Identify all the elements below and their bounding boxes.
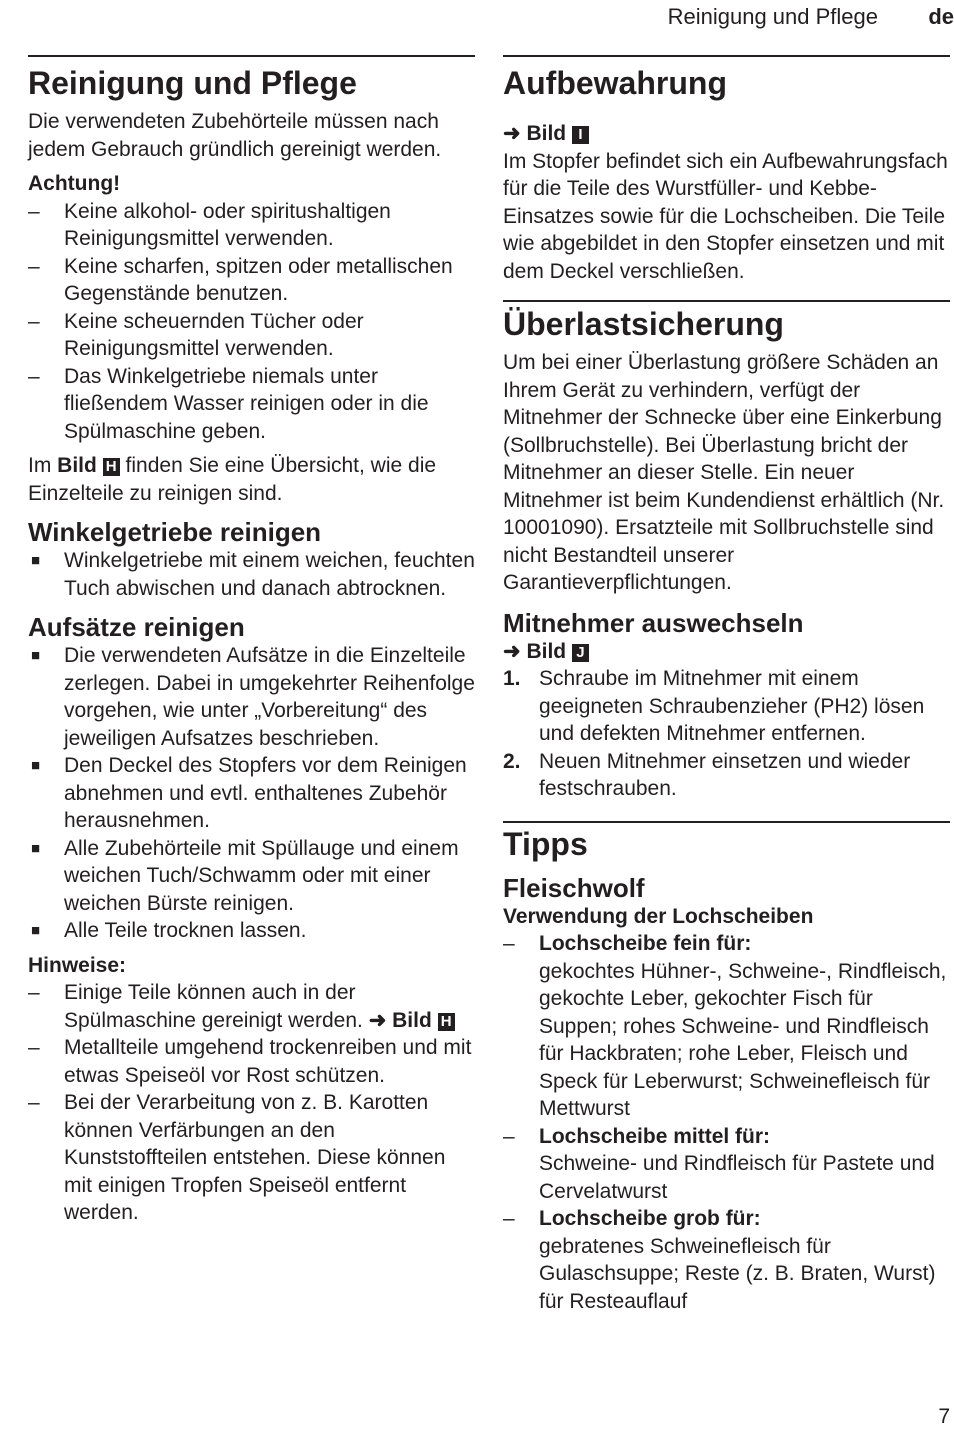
subsection-title-aufsaetze: Aufsätze reinigen	[28, 612, 245, 642]
list-item-text: Alle Teile trocknen lassen.	[64, 919, 307, 942]
page-number: 7	[938, 1405, 950, 1428]
square-bullet-icon: ■	[31, 647, 41, 664]
list-item	[503, 748, 950, 803]
list-item-text: Keine scheuernden Tücher oder Reinigungsmittel verwenden.	[64, 309, 364, 360]
list-item-text: Bei der Verarbeitung von z. B. Karotten können Verfärbungen an den Kunststoffteilen entstehen. Diese können mit einigen Tropfen Speiseöl entfernt werden.	[64, 1091, 446, 1224]
section-rule	[28, 55, 475, 57]
list-item	[28, 547, 475, 602]
list-item	[28, 198, 475, 253]
figure-letter-box: I	[572, 126, 589, 144]
figure-letter-box: H	[438, 1013, 455, 1031]
figure-letter-box: H	[103, 458, 120, 476]
lochscheiben-subhead: Verwendung der Lochscheiben	[503, 904, 814, 928]
notes-list	[28, 979, 475, 1227]
list-item-text: Die verwendeten Aufsätze in die Einzelteile zerlegen. Dabei in umgekehrter Reihenfolge vorgehen, wie unter „Vorbereitung“ des jeweiligen Aufsatzes beschrieben.	[64, 644, 475, 750]
right-column	[503, 55, 950, 1315]
section-title-tipps: Tipps	[503, 825, 588, 862]
arrow-right-icon: ➜	[503, 639, 521, 663]
dash-marker: –	[28, 254, 40, 278]
subsection-title-fleischwolf: Fleischwolf	[503, 872, 645, 903]
arrow-right-icon: ➜	[503, 122, 521, 145]
list-item-text: Schraube im Mitnehmer mit einem geeigneten Schraubenzieher (PH2) lösen und defekten Mitnehmer entfernen.	[539, 667, 925, 745]
dash-marker: –	[503, 1207, 515, 1230]
aufsaetze-list	[28, 642, 475, 945]
list-item-text: Schweine- und Rindfleisch für Pastete und Cervelatwurst	[539, 1152, 935, 1203]
list-item	[28, 1089, 475, 1227]
list-item-text: Neuen Mitnehmer einsetzen und wieder festschrauben.	[539, 749, 911, 800]
aufbewahrung-paragraph: Im Stopfer befindet sich ein Aufbewahrungsfach für die Teile des Wurstfüller- und Kebbe-Einsatzes sowie für die Lochscheiben. Die Teile wie abgebildet in den Stopfer einsetzen und mit dem Deckel verschließen.	[503, 149, 948, 283]
list-item-text: Das Winkelgetriebe niemals unter fließendem Wasser reinigen oder in die Spülmaschine geben.	[64, 364, 429, 443]
winkel-list	[28, 547, 475, 602]
item-label: Lochscheibe fein für:	[539, 932, 752, 955]
square-bullet-icon: ■	[31, 757, 41, 774]
figure-ref-label: Bild	[526, 122, 567, 145]
step-number: 1.	[503, 667, 521, 690]
left-column	[28, 55, 475, 1227]
figure-reference-paragraph	[28, 452, 475, 507]
step-number: 2.	[503, 749, 521, 773]
figure-ref-line	[503, 638, 950, 666]
square-bullet-icon: ■	[31, 839, 41, 857]
caution-label: Achtung!	[28, 172, 121, 195]
list-item	[28, 308, 475, 363]
section-title-reinigung: Reinigung und Pflege	[28, 65, 357, 101]
figure-ref-suffix: finden Sie eine Übersicht, wie die Einzelteile zu reinigen sind.	[28, 454, 437, 505]
list-item-text: Metallteile umgehend trockenreiben und mit etwas Speiseöl vor Rost schützen.	[64, 1036, 472, 1087]
notes-label: Hinweise:	[28, 953, 127, 977]
intro-paragraph: Die verwendeten Zubehörteile müssen nach jedem Gebrauch gründlich gereinigt werden.	[28, 110, 442, 161]
figure-letter-box: J	[572, 644, 589, 662]
dash-marker: –	[28, 309, 40, 333]
square-bullet-icon: ■	[31, 552, 41, 569]
list-item	[28, 363, 475, 446]
list-item	[503, 665, 950, 748]
dash-marker: –	[28, 1091, 40, 1114]
list-item	[28, 752, 475, 835]
dash-marker: –	[28, 364, 40, 388]
list-item	[28, 917, 475, 945]
list-item	[503, 1205, 950, 1315]
item-label: Lochscheibe grob für:	[539, 1207, 761, 1230]
section-rule	[503, 55, 950, 57]
section-rule	[503, 821, 950, 823]
list-item-text: Keine alkohol- oder spiritushaltigen Reinigungsmittel verwenden.	[64, 199, 391, 250]
figure-ref-label: Bild	[392, 1008, 432, 1032]
list-item-text: Keine scharfen, spitzen oder metallischen Gegenstände benutzen.	[64, 254, 453, 305]
dash-marker: –	[503, 1124, 515, 1148]
figure-ref-label: Bild	[57, 454, 97, 477]
item-label: Lochscheibe mittel für:	[539, 1124, 771, 1148]
subsection-title-winkelgetriebe: Winkelgetriebe reinigen	[28, 517, 322, 547]
dash-marker: –	[28, 199, 40, 223]
section-rule	[503, 300, 950, 302]
square-bullet-icon: ■	[31, 922, 41, 939]
dash-marker: –	[28, 981, 40, 1004]
list-item	[28, 979, 475, 1034]
figure-ref	[57, 454, 120, 477]
section-title-ueberlast: Überlastsicherung	[503, 306, 784, 342]
list-item	[28, 642, 475, 752]
figure-ref	[369, 1009, 455, 1032]
list-item	[28, 835, 475, 918]
arrow-right-icon: ➜	[368, 1008, 387, 1032]
subsection-title-mitnehmer: Mitnehmer auswechseln	[503, 607, 804, 638]
list-item	[28, 1034, 475, 1089]
figure-ref-prefix: Im	[28, 454, 52, 477]
dash-marker: –	[28, 1036, 40, 1059]
mitnehmer-steps	[503, 665, 950, 803]
ueberlast-paragraph: Um bei einer Überlastung größere Schäden an Ihrem Gerät zu verhindern, verfügt der Mitnehmer der Schnecke über eine Einkerbung (Sollbruchstelle). Bei Überlastung bricht der Mitnehmer an dieser Stelle. Ein neuer Mitnehmer ist beim Kundendienst erhältlich (Nr. 10001090). Ersatzteile mit Sollbruchstelle sind nicht Bestandteil unserer Garantieverpflichtungen.	[503, 351, 945, 594]
figure-ref-line	[503, 120, 950, 148]
list-item-text: gekochtes Hühner-, Schweine-, Rindfleisch, gekochte Leber, gekochter Fisch für Suppen; rohes Schweine- und Rindfleisch für Hackbraten; rohe Leber, Fleisch und Speck für Leberwurst; Schweinefleisch für Mettwurst	[539, 959, 947, 1120]
caution-list	[28, 198, 475, 446]
lochscheiben-list	[503, 930, 950, 1315]
list-item-text: Winkelgetriebe mit einem weichen, feuchten Tuch abwischen und danach abtrocknen.	[64, 549, 475, 600]
list-item	[28, 253, 475, 308]
list-item-text: Den Deckel des Stopfers vor dem Reinigen abnehmen und evtl. enthaltenes Zubehör herausnehmen.	[64, 754, 467, 832]
figure-ref	[503, 640, 589, 663]
running-header-title: Reinigung und Pflege	[667, 4, 878, 29]
list-item-text: Einige Teile können auch in der Spülmaschine gereinigt werden.	[64, 981, 363, 1032]
figure-ref	[503, 122, 589, 145]
figure-ref-label: Bild	[526, 639, 567, 663]
section-title-aufbewahrung: Aufbewahrung	[503, 65, 727, 101]
list-item	[503, 1123, 950, 1206]
list-item-text: Alle Zubehörteile mit Spüllauge und einem weichen Tuch/Schwamm oder mit einer weichen Bürste reinigen.	[64, 836, 459, 915]
list-item	[503, 930, 950, 1123]
dash-marker: –	[503, 932, 515, 955]
language-code: de	[928, 4, 954, 29]
list-item-text: gebratenes Schweinefleisch für Gulaschsuppe; Reste (z. B. Braten, Wurst) für Resteauflauf	[539, 1234, 936, 1313]
